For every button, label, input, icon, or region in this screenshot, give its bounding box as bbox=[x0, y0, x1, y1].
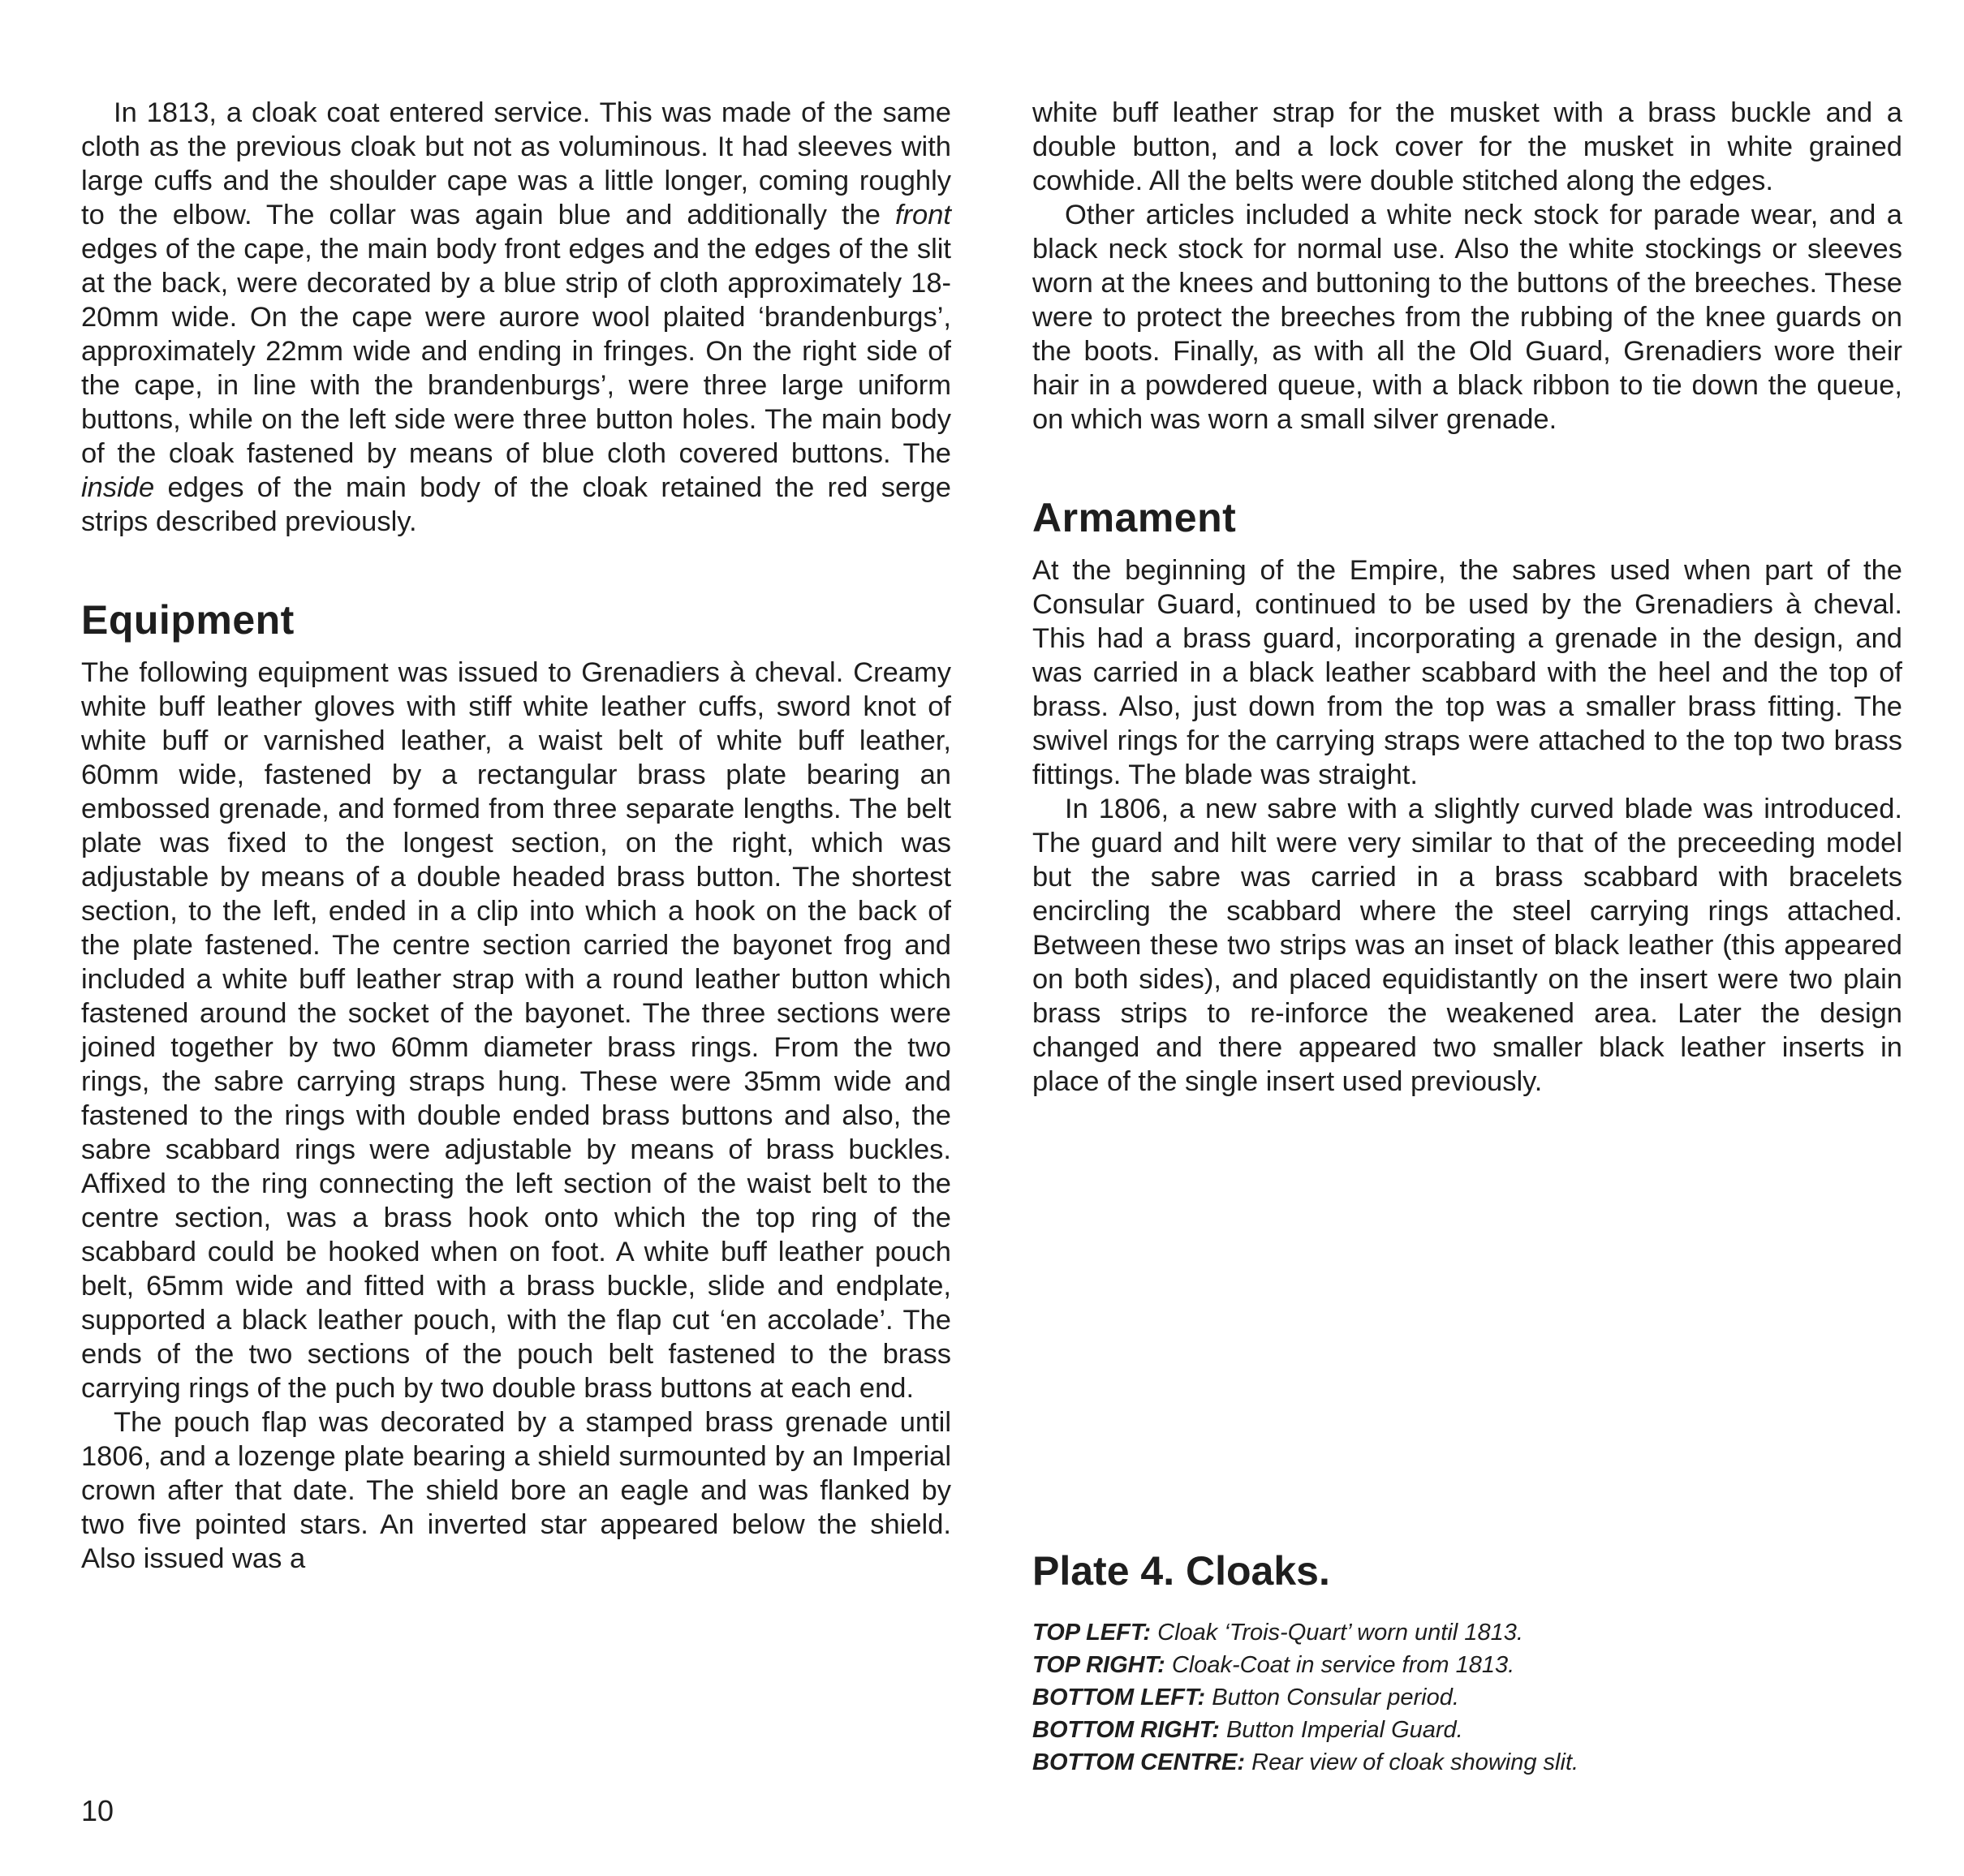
plate-caption bbox=[1032, 1547, 1909, 1779]
caption-text: Button Imperial Guard. bbox=[1219, 1717, 1463, 1743]
page-number: 10 bbox=[81, 1794, 114, 1827]
equipment-paragraph-2: The pouch flap was decorated by a stamped brass grenade until 1806, and a lozenge plate bearing a shield surmounted by an Imperial crown after that date. The shield bore an eagle and was flanked by two five pointed stars. An inverted star appeared below the shield. Also issued was a bbox=[81, 1407, 951, 1574]
cloak-paragraph-italic-inside: inside bbox=[81, 472, 155, 503]
caption-text: Rear view of cloak showing slit. bbox=[1245, 1749, 1579, 1775]
caption-label: BOTTOM RIGHT: bbox=[1032, 1717, 1220, 1743]
plate-title: Plate 4. Cloaks. bbox=[1032, 1548, 1330, 1594]
caption-entry-top-left bbox=[1032, 1616, 1909, 1649]
cloak-coat-paragraph bbox=[81, 96, 951, 539]
cloak-paragraph-italic-front: front bbox=[894, 200, 951, 230]
armament-paragraph-2: In 1806, a new sabre with a slightly curved blade was introduced. The guard and hilt were very similar to that of the preceeding model but the sabre was carried in a brass scabbard with bracelets encircling the scabbard where the steel carrying rings attached. Between these two strips was an inset of black leather (this appeared on both sides), and placed equidistantly on the insert were two plain brass strips to re-inforce the weakened area. Later the design changed and there appeared two smaller black leather inserts in place of the single insert used previously. bbox=[1032, 794, 1902, 1097]
caption-text: Cloak-Coat in service from 1813. bbox=[1165, 1652, 1515, 1678]
other-articles-paragraph: Other articles included a white neck stock for parade wear, and a black neck stock for normal use. Also the white stockings or sleeves worn at the knees and buttoning to the buttons of the breeches. These were to protect the breeches from the rubbing of the knee guards on the boots. Finally, as with all the Old Guard, Grenadiers wore their hair in a powdered queue, with a black ribbon to tie down the queue, on which was worn a small silver grenade. bbox=[1032, 200, 1902, 435]
cloak-paragraph-text-3: edges of the main body of the cloak retained the red serge strips described previously. bbox=[81, 472, 951, 537]
caption-label: BOTTOM CENTRE: bbox=[1032, 1749, 1246, 1775]
caption-text: Button Consular period. bbox=[1205, 1685, 1459, 1710]
caption-label: BOTTOM LEFT: bbox=[1032, 1685, 1206, 1710]
right-column bbox=[1032, 96, 1902, 1099]
armament-heading: Armament bbox=[1032, 495, 1237, 540]
caption-entry-bottom-left bbox=[1032, 1681, 1909, 1714]
caption-label: TOP RIGHT: bbox=[1032, 1652, 1165, 1678]
caption-entry-top-right bbox=[1032, 1649, 1909, 1681]
equipment-heading: Equipment bbox=[81, 597, 295, 643]
caption-entry-bottom-right bbox=[1032, 1714, 1909, 1746]
equipment-paragraph-1: The following equipment was issued to Grenadiers à cheval. Creamy white buff leather gloves with stiff white leather cuffs, sword knot of white buff or varnished leather, a waist belt of white buff leather, 60mm wide, fastened by a rectangular brass plate bearing an embossed grenade, and formed from three separate lengths. The belt plate was fixed to the longest section, on the right, which was adjustable by means of a double headed brass button. The shortest section, to the left, ended in a clip into which a hook on the back of the plate fastened. The centre section carried the bayonet frog and included a white buff leather strap with a round leather button which fastened around the socket of the bayonet. The three sections were joined together by two 60mm diameter brass rings. From the two rings, the sabre carrying straps hung. These were 35mm wide and fastened to the rings with double ended brass buttons and also, the sabre scabbard rings were adjustable by means of brass buckles. Affixed to the ring connecting the left section of the waist belt to the centre section, was a brass hook onto which the top ring of the scabbard could be hooked when on foot. A white buff leather pouch belt, 65mm wide and fitted with a brass buckle, slide and endplate, supported a black leather pouch, with the flap cut ‘en accolade’. The ends of the two sections of the pouch belt fastened to the brass carrying rings of the puch by two double brass buttons at each end. bbox=[81, 657, 951, 1404]
caption-entry-bottom-centre bbox=[1032, 1746, 1909, 1779]
cloak-paragraph-text-1: In 1813, a cloak coat entered service. This was made of the same cloth as the previous cloak but not as voluminous. It had sleeves with large cuffs and the shoulder cape was a little longer, coming roughly to the elbow. The collar was again blue and additionally the bbox=[81, 97, 951, 230]
caption-label: TOP LEFT: bbox=[1032, 1620, 1152, 1646]
continuation-paragraph: white buff leather strap for the musket with a brass buckle and a double button, and a lock cover for the musket in white grained cowhide. All the belts were double stitched along the edges. bbox=[1032, 97, 1902, 196]
caption-text: Cloak ‘Trois-Quart’ worn until 1813. bbox=[1151, 1620, 1523, 1646]
left-column bbox=[81, 96, 951, 1576]
armament-paragraph-1: At the beginning of the Empire, the sabres used when part of the Consular Guard, continued to be used by the Grenadiers à cheval. This had a brass guard, incorporating a grenade in the design, and was carried in a black leather scabbard with the heel and the top of brass. Also, just down from the top was a smaller brass fitting. The swivel rings for the carrying straps were attached to the top two brass fittings. The blade was straight. bbox=[1032, 555, 1902, 790]
cloak-paragraph-text-2: edges of the cape, the main body front edges and the edges of the slit at the back, were decorated by a blue strip of cloth approximately 18-20mm wide. On the cape were aurore wool plaited ‘brandenburgs’, approximately 22mm wide and ending in fringes. On the right side of the cape, in line with the brandenburgs’, were three large uniform buttons, while on the left side were three button holes. The main body of the cloak fastened by means of blue cloth covered buttons. The bbox=[81, 234, 951, 469]
